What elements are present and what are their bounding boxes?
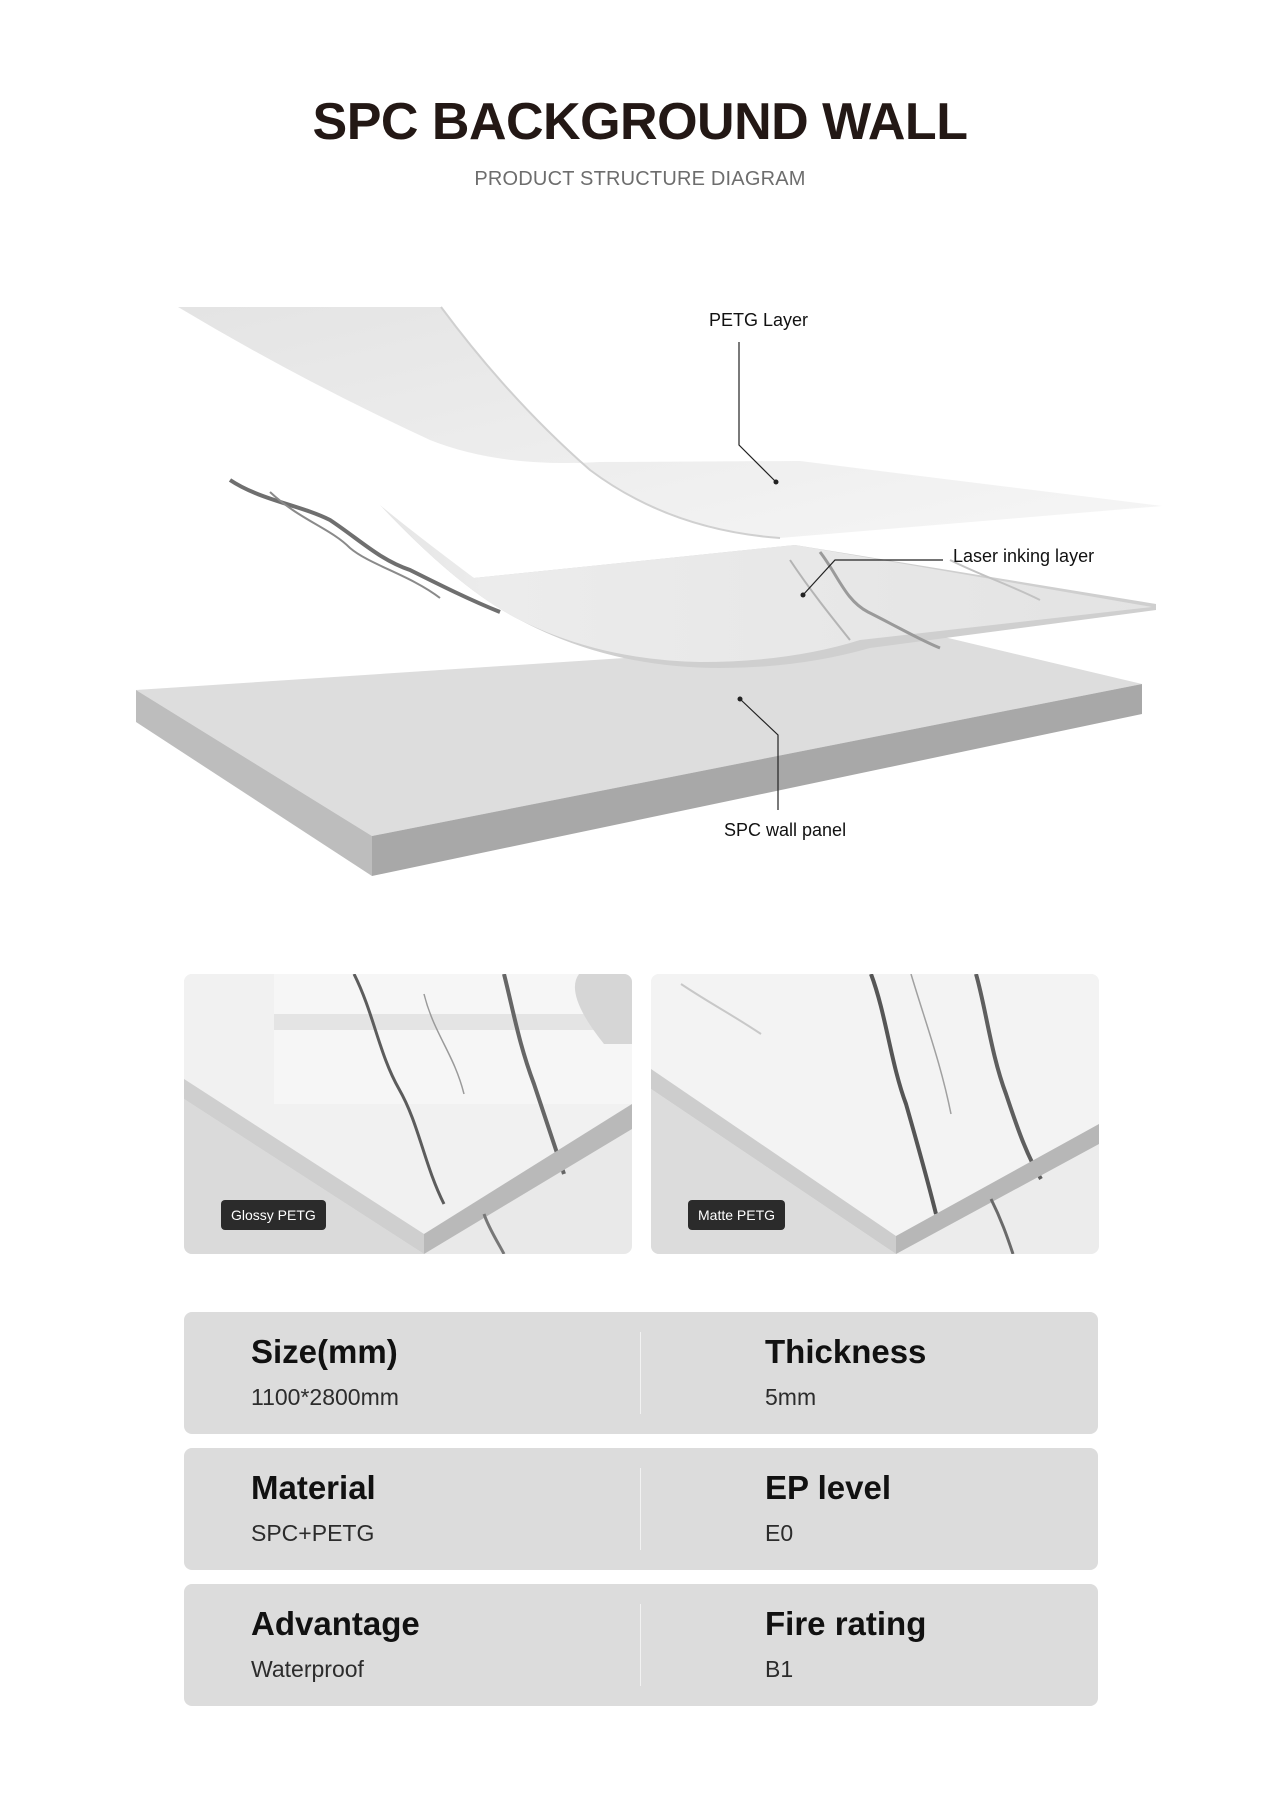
glossy-petg-photo [184, 974, 632, 1254]
page-subtitle: PRODUCT STRUCTURE DIAGRAM [474, 168, 806, 190]
spec-advantage [251, 1604, 420, 1682]
spec-value: E0 [765, 1520, 794, 1546]
spec-value: 1100*2800mm [251, 1384, 399, 1410]
matte-petg-photo [651, 974, 1099, 1254]
spec-material [251, 1468, 376, 1546]
spec-row-advantage-fire [184, 1584, 1098, 1706]
spec-value: Waterproof [251, 1656, 364, 1682]
spec-ep-level [765, 1468, 891, 1546]
spec-value: 5mm [765, 1384, 817, 1410]
spc-panel-label: SPC wall panel [724, 820, 847, 840]
spec-label: EP level [765, 1469, 891, 1506]
petg-layer-shape [178, 307, 1162, 538]
petg-layer-label: PETG Layer [709, 310, 809, 330]
spec-value: B1 [765, 1656, 794, 1682]
spec-size [251, 1332, 399, 1410]
spec-label: Size(mm) [251, 1333, 398, 1370]
laser-inking-label: Laser inking layer [953, 546, 1095, 566]
glossy-petg-badge: Glossy PETG [221, 1200, 326, 1230]
spc-panel-shape [136, 637, 1142, 876]
spec-divider [640, 1332, 641, 1414]
spec-label: Material [251, 1469, 376, 1506]
spec-fire-rating [765, 1604, 926, 1682]
spec-thickness [765, 1332, 926, 1410]
spec-divider [640, 1468, 641, 1550]
spec-label: Fire rating [765, 1605, 927, 1642]
layers-illustration [0, 250, 1280, 910]
spec-label: Thickness [765, 1333, 927, 1370]
spec-row-material-ep [184, 1448, 1098, 1570]
spec-divider [640, 1604, 641, 1686]
spec-row-size-thickness [184, 1312, 1098, 1434]
page-title: SPC BACKGROUND WALL [312, 93, 968, 151]
spec-value: SPC+PETG [251, 1520, 375, 1546]
matte-petg-badge: Matte PETG [688, 1200, 785, 1230]
spec-label: Advantage [251, 1605, 420, 1642]
structure-diagram [0, 250, 1280, 910]
